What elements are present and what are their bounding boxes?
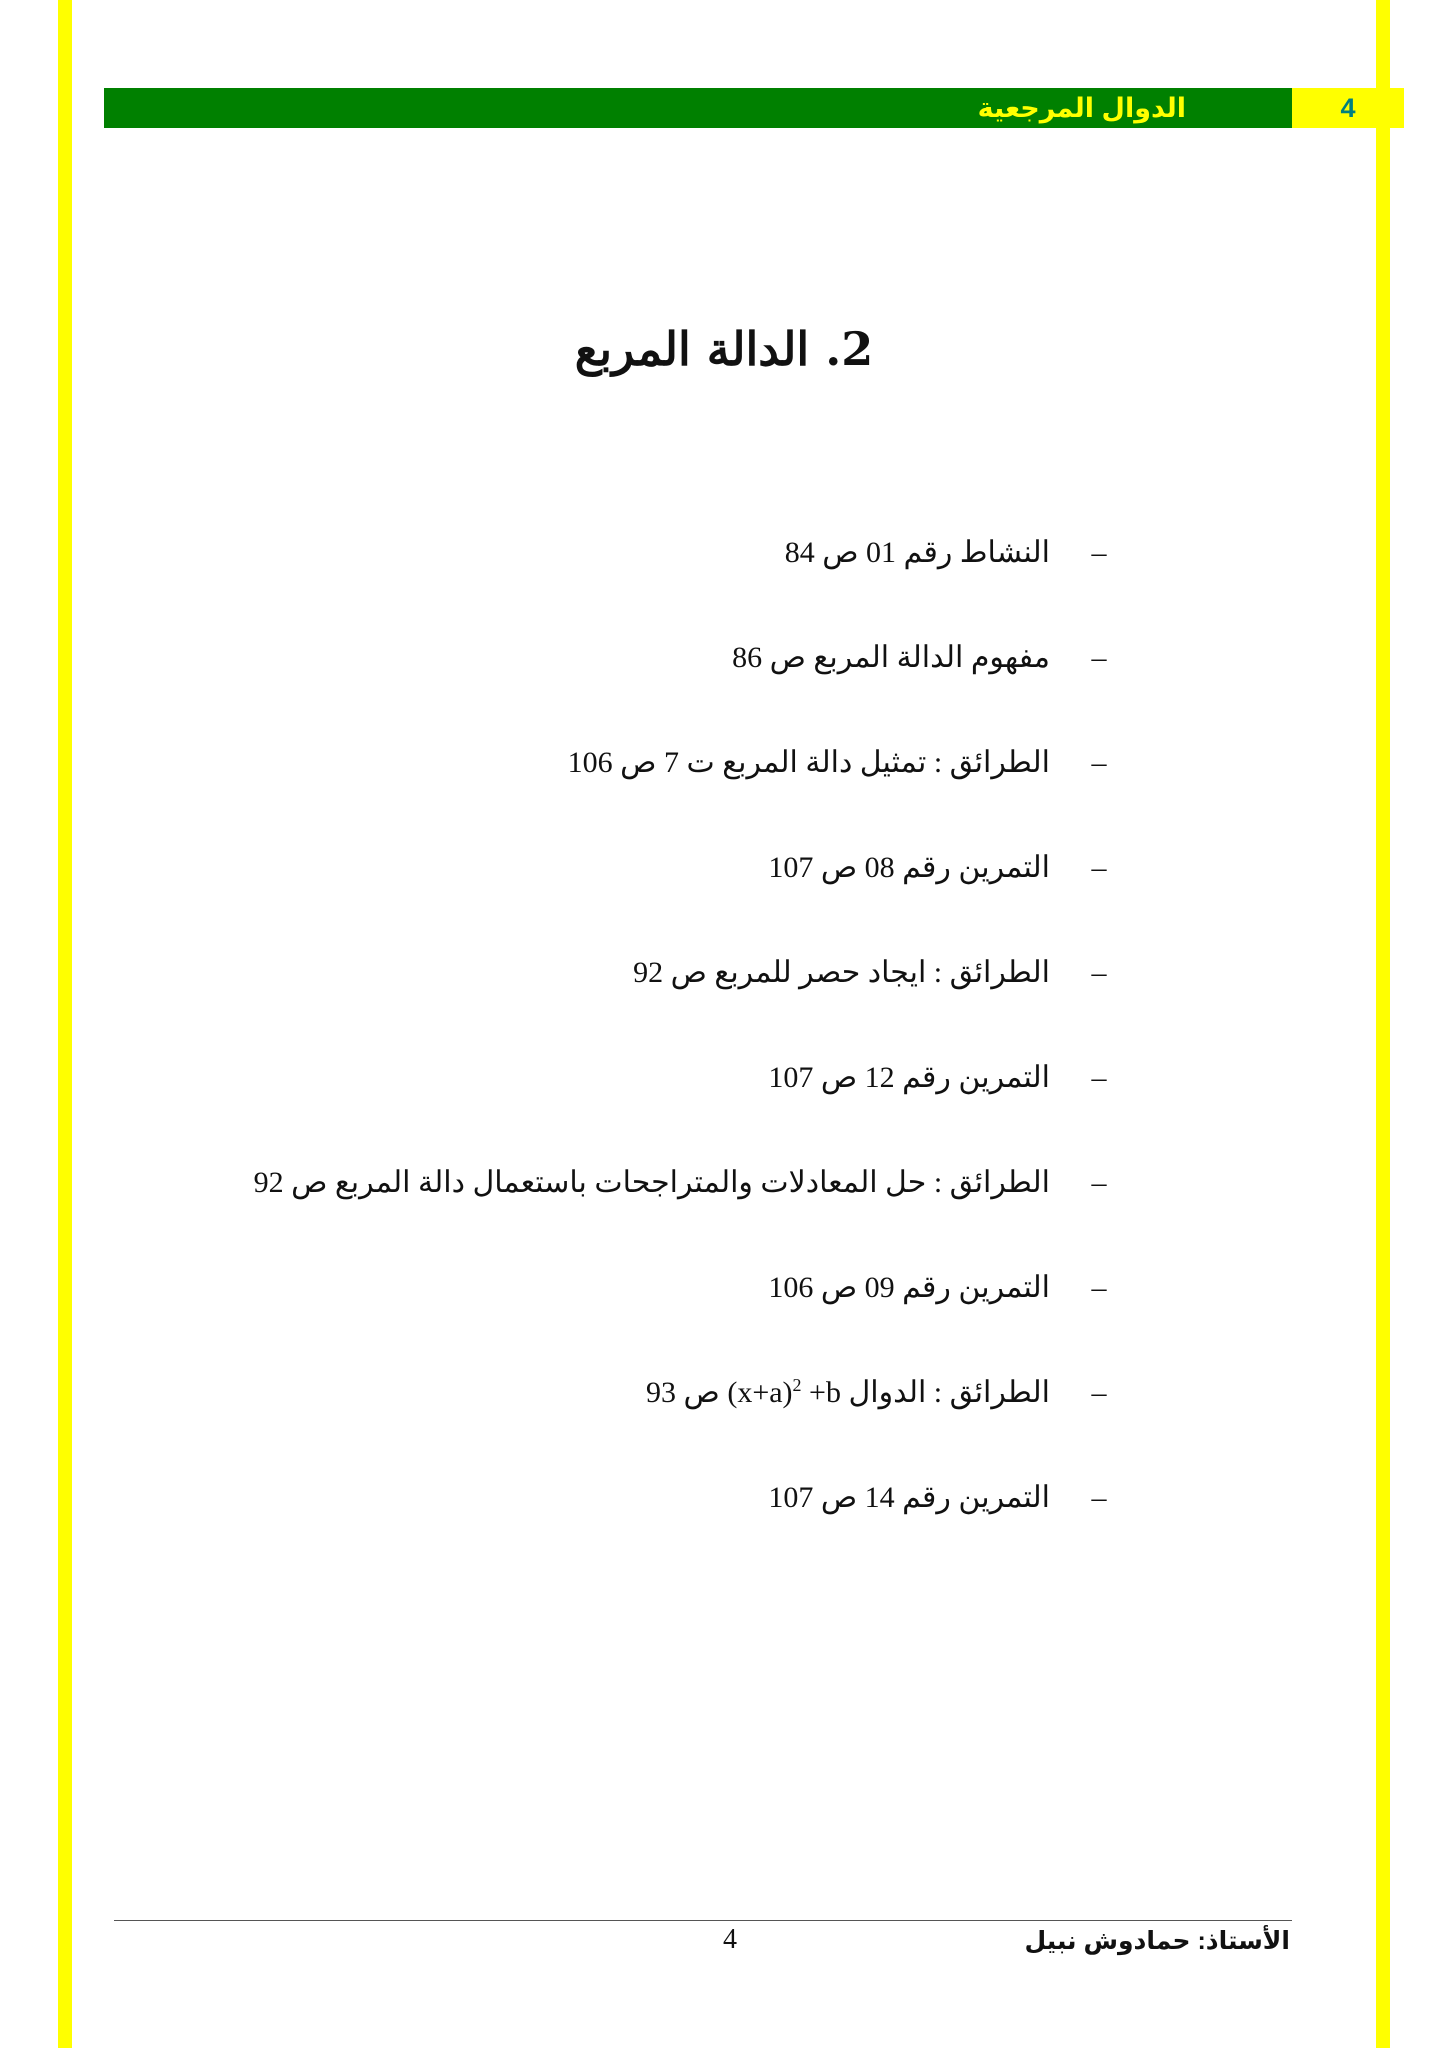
bullet-dash: – xyxy=(1091,1480,1107,1514)
bullet-dash: – xyxy=(1091,535,1107,569)
item-text: الطرائق : ايجاد حصر للمربع ص 92 xyxy=(633,956,1050,989)
list-item xyxy=(200,710,1120,815)
formula-base: (x+a) xyxy=(727,1376,793,1409)
chapter-number-box xyxy=(1292,88,1404,128)
item-text-formula xyxy=(646,1375,1050,1410)
list-item xyxy=(200,605,1120,710)
bullet-dash: – xyxy=(1091,850,1107,884)
item-text-after: ص 93 xyxy=(646,1376,728,1409)
item-text: التمرين رقم 08 ص 107 xyxy=(768,851,1050,884)
list-item xyxy=(200,1130,1120,1235)
item-text: الطرائق : تمثيل دالة المربع ت 7 ص 106 xyxy=(567,746,1050,779)
bullet-dash: – xyxy=(1091,745,1107,779)
items-list xyxy=(200,500,1120,1550)
bullet-dash: – xyxy=(1091,1270,1107,1304)
list-item xyxy=(200,500,1120,605)
item-text: التمرين رقم 14 ص 107 xyxy=(768,1481,1050,1514)
formula-exponent: 2 xyxy=(792,1375,802,1395)
formula xyxy=(727,1376,841,1410)
list-item xyxy=(200,1340,1120,1445)
bullet-dash: – xyxy=(1091,1375,1107,1409)
chapter-header-bar xyxy=(104,88,1356,128)
page-border-left xyxy=(58,0,72,2048)
list-item xyxy=(200,1235,1120,1340)
footer-divider xyxy=(114,1920,1292,1921)
item-text: التمرين رقم 09 ص 106 xyxy=(768,1271,1050,1304)
list-item xyxy=(200,920,1120,1025)
item-text: مفهوم الدالة المربع ص 86 xyxy=(732,641,1050,674)
bullet-dash: – xyxy=(1091,955,1107,989)
item-text: التمرين رقم 12 ص 107 xyxy=(768,1061,1050,1094)
bullet-dash: – xyxy=(1091,640,1107,674)
item-text: النشاط رقم 01 ص 84 xyxy=(784,536,1050,569)
bullet-dash: – xyxy=(1091,1060,1107,1094)
chapter-number: 4 xyxy=(1340,92,1356,123)
list-item xyxy=(200,1445,1120,1550)
section-title: 2. الدالة المربع xyxy=(574,322,874,376)
list-item xyxy=(200,1025,1120,1130)
author-name: الأستاذ: حمادوش نبيل xyxy=(1024,1927,1290,1955)
list-item xyxy=(200,815,1120,920)
item-text: الطرائق : حل المعادلات والمتراجحات باستعمال دالة المربع ص 92 xyxy=(253,1166,1050,1199)
formula-rest: +b xyxy=(801,1376,841,1409)
chapter-title: الدوال المرجعية xyxy=(977,93,1186,123)
page-border-right xyxy=(1376,0,1390,2048)
item-text-before: الطرائق : الدوال xyxy=(840,1376,1050,1409)
bullet-dash: – xyxy=(1091,1165,1107,1199)
page-number: 4 xyxy=(723,1924,737,1955)
